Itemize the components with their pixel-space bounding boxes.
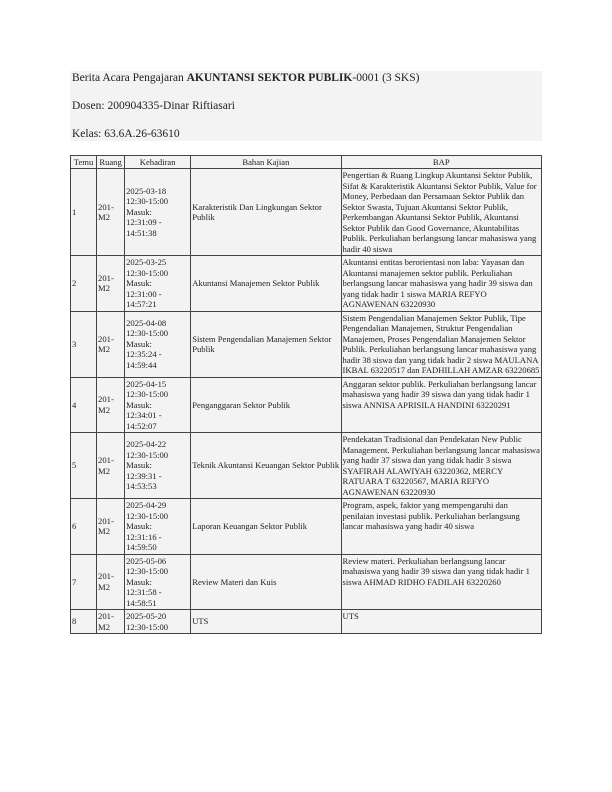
cell-ruang: 201-M2: [97, 433, 125, 499]
kehadiran-masuk-label: Masuk:: [126, 399, 152, 410]
header-bap: BAP: [341, 156, 541, 169]
cell-temu: 6: [71, 499, 97, 555]
table-header-row: [71, 156, 542, 169]
kehadiran-masuk-label: Masuk:: [126, 576, 152, 587]
cell-ruang: 201-M2: [97, 311, 125, 377]
class-line: Kelas: 63.6A.26-63610: [72, 128, 180, 140]
cell-bahan-kajian: Review Materi dan Kuis: [191, 554, 341, 610]
cell-bahan-kajian: Karakteristik Dan Lingkungan Sektor Publik: [191, 169, 341, 256]
cell-ruang: 201-M2: [97, 169, 125, 256]
cell-temu: 8: [71, 610, 97, 634]
cell-bahan-kajian: UTS: [191, 610, 341, 634]
cell-ruang: 201-M2: [97, 377, 125, 433]
cell-kehadiran: [125, 610, 191, 634]
kehadiran-masuk: 12:39:31 - 14:53:53: [126, 470, 162, 492]
header-kehadiran: Kehadiran: [125, 156, 191, 169]
document-title: [72, 72, 419, 84]
cell-bap: Akuntansi entitas berorientasi non laba: Yayasan dan Akuntansi manajemen sektor publik. Perkuliahan berlangsung lancar mahasiswa yang hadir 39 siswa dan yang tidak hadir 1 siswa MARIA REFYO AGNAWENAN 63220930: [341, 256, 541, 312]
kehadiran-date: 2025-03-18: [126, 185, 167, 196]
kehadiran-date: 2025-03-25: [126, 257, 167, 267]
cell-bahan-kajian: Teknik Akuntansi Keuangan Sektor Publik: [191, 433, 341, 499]
header-ruang: Ruang: [97, 156, 125, 169]
kehadiran-time: 12:30-15:00: [126, 566, 169, 576]
kehadiran-masuk: 12:31:58 - 14:58:51: [126, 587, 162, 608]
cell-bahan-kajian: Laporan Keuangan Sektor Publik: [191, 499, 341, 555]
cell-ruang: 201-M2: [97, 256, 125, 312]
title-prefix: Berita Acara Pengajaran: [72, 72, 187, 84]
kehadiran-time: 12:30-15:00: [126, 328, 169, 339]
cell-kehadiran: [125, 311, 191, 377]
kehadiran-masuk-label: Masuk:: [126, 278, 152, 288]
cell-bap: Anggaran sektor publik. Perkuliahan berlangsung lancar mahasiswa yang hadir 39 siswa dan yang tidak hadir 1 siswa ANNISA APRISILA HANDINI 63220291: [341, 377, 541, 433]
kehadiran-date: 2025-04-15: [126, 378, 167, 389]
document-header: [70, 71, 542, 141]
table-row: [71, 169, 542, 256]
cell-kehadiran: [125, 256, 191, 312]
cell-temu: 7: [71, 554, 97, 610]
cell-ruang: 201-M2: [97, 499, 125, 555]
cell-temu: 2: [71, 256, 97, 312]
cell-bap: Pengertian & Ruang Lingkup Akuntansi Sektor Publik, Sifat & Karakteristik Akuntansi Sektor Publik, Value for Money, Perbedaan dan Persamaan Sektor Publik dan Sektor Swasta, Tujuan Akuntansi Sektor Publik, Perkembangan Akuntansi Sektor Publik, Akuntansi Sektor Publik dan Good Governance, Akuntabilitas Publik. Perkuliahan berlangsung lancar mahasiswa yang hadir 40 siswa: [341, 169, 541, 256]
kehadiran-date: 2025-04-22: [126, 439, 167, 450]
kehadiran-date: 2025-04-08: [126, 317, 167, 328]
kehadiran-time: 12:30-15:00: [126, 196, 169, 207]
cell-kehadiran: [125, 499, 191, 555]
kehadiran-masuk-label: Masuk:: [126, 521, 152, 531]
kehadiran-time: 12:30-15:00: [126, 267, 169, 278]
cell-temu: 1: [71, 169, 97, 256]
kehadiran-masuk: 12:34:01 - 14:52:07: [126, 410, 162, 431]
kehadiran-masuk-label: Masuk:: [126, 338, 152, 349]
cell-bap: Pendekatan Tradisional dan Pendekatan New Public Management. Perkuliahan berlangsung lancar mahasiswa yang hadir 37 siswa dan yang tidak hadir 3 siswa SYAFIRAH ALAWIYAH 63220362, MERCY RATUARA T 63220567, MARIA REFYO AGNAWENAN 63220930: [342, 434, 540, 497]
cell-bap: UTS: [341, 610, 541, 634]
cell-kehadiran: [125, 433, 191, 499]
kehadiran-time: 12:30-15:00: [126, 510, 169, 521]
cell-bahan-kajian: Penganggaran Sektor Publik: [191, 377, 341, 433]
cell-bap: Program, aspek, faktor yang mempengaruhi dan penilaian investasi publik. Perkuliahan berlangsung lancar mahasiswa yang hadir 40 siswa: [341, 499, 541, 555]
cell-ruang: 201-M2: [97, 610, 125, 634]
header-temu: Temu: [71, 156, 97, 169]
kehadiran-masuk: 12:35:24 - 14:59:44: [126, 349, 162, 370]
lecturer-line: Dosen: 200904335-Dinar Riftiasari: [72, 100, 235, 112]
cell-bap: Sistem Pengendalian Manajemen Sektor Publik, Tipe Pengendalian Manajemen, Struktur Pengendalian Manajemen, Proses Pengendalian Manajemen Sektor Publik. Perkuliahan berlangsung lancar mahasiswa yang hadir 38 siswa dan yang tidak hadir 2 siswa MAULANA IKBAL 63220517 dan FADHILLAH AMZAR 63220685: [341, 311, 541, 377]
cell-kehadiran: [125, 554, 191, 610]
table-row: [71, 256, 542, 312]
course-name: AKUNTANSI SEKTOR PUBLIK: [186, 72, 353, 84]
cell-kehadiran: [125, 169, 191, 256]
cell-temu: 4: [71, 377, 97, 433]
cell-temu: 5: [71, 433, 97, 499]
table-row: [71, 433, 542, 499]
cell-bahan-kajian: Sistem Pengendalian Manajemen Sektor Publik: [191, 311, 341, 377]
kehadiran-date: 2025-05-20: [126, 611, 167, 621]
course-suffix: -0001 (3 SKS): [352, 72, 420, 84]
table-row: [71, 610, 542, 634]
kehadiran-masuk: 12:31:00 - 14:57:21: [126, 288, 162, 309]
kehadiran-date: 2025-05-06: [126, 555, 167, 566]
bap-table: [70, 155, 542, 634]
kehadiran-masuk-label: Masuk:: [126, 460, 152, 471]
cell-kehadiran: [125, 377, 191, 433]
kehadiran-masuk: 12:31:16 - 14:59:50: [126, 531, 162, 552]
table-row: [71, 499, 542, 555]
table-row: [71, 554, 542, 610]
cell-bahan-kajian: Akuntansi Manajemen Sektor Publik: [191, 256, 341, 312]
kehadiran-masuk-label: Masuk:: [126, 206, 152, 217]
table-row: [71, 311, 542, 377]
cell-ruang: 201-M2: [97, 554, 125, 610]
table-row: [71, 377, 542, 433]
cell-bap: Review materi. Perkuliahan berlangsung lancar mahasiswa yang hadir 39 siswa dan yang tidak hadir 1 siswa AHMAD RIDHO FADILAH 63220260: [341, 554, 541, 610]
kehadiran-masuk: 12:31:09 - 14:51:38: [126, 217, 162, 238]
kehadiran-date: 2025-04-29: [126, 500, 167, 510]
cell-temu: 3: [71, 311, 97, 377]
kehadiran-time: 12:30-15:00: [126, 449, 169, 460]
kehadiran-time: 12:30-15:00: [126, 621, 169, 632]
header-bahan-kajian: Bahan Kajian: [191, 156, 341, 169]
kehadiran-time: 12:30-15:00: [126, 389, 169, 399]
